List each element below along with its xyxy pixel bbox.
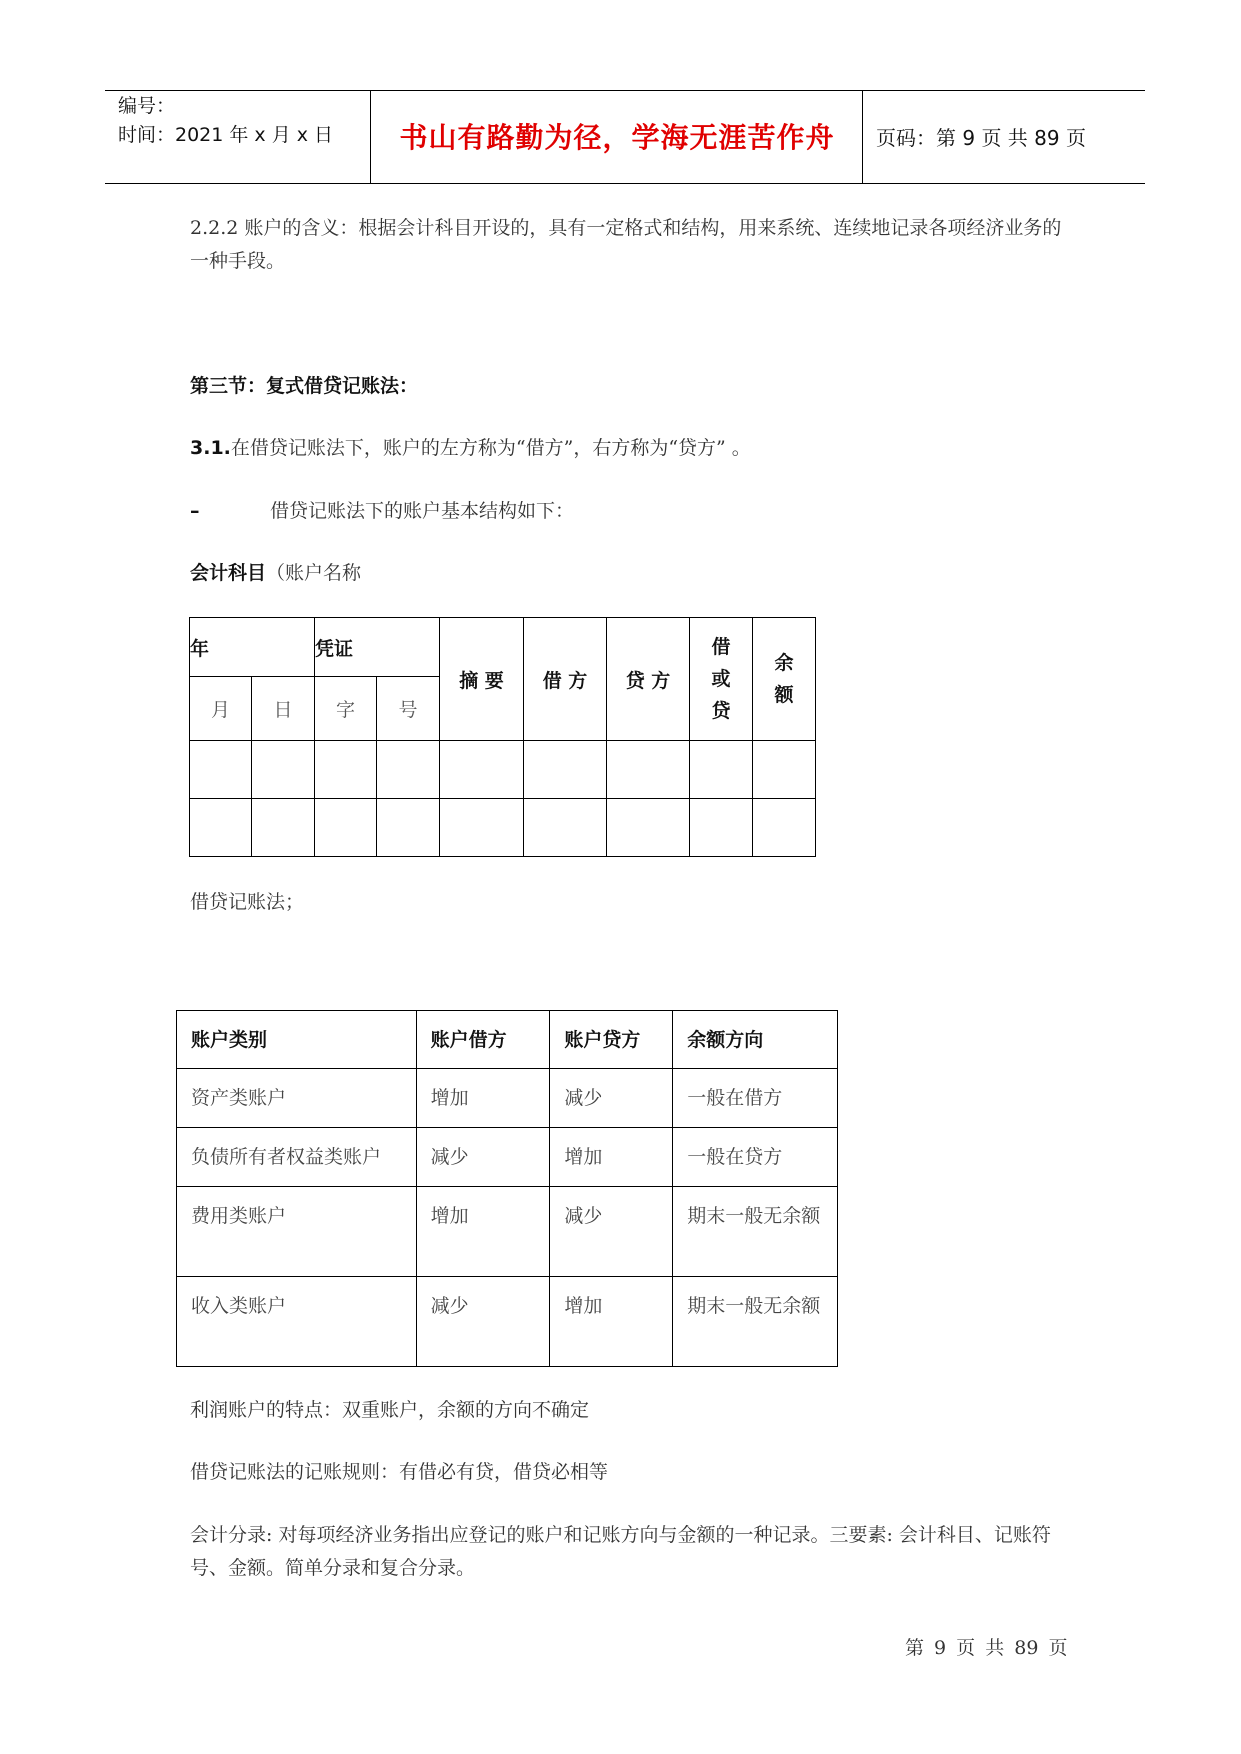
cell: 期末一般无余额 xyxy=(673,1277,838,1367)
cell: 一般在借方 xyxy=(673,1069,838,1128)
item-31-text: 在借贷记账法下，账户的左方称为“借方”，右方称为“贷方” 。 xyxy=(230,437,751,459)
section3-title: 第三节：复式借贷记账法： xyxy=(190,375,419,397)
header-top-rule xyxy=(105,90,1145,91)
cell: 减少 xyxy=(550,1069,673,1128)
cell xyxy=(190,799,252,857)
cell: 增加 xyxy=(550,1277,673,1367)
account-title-line xyxy=(190,557,1070,590)
cell: 增加 xyxy=(416,1187,550,1277)
cell xyxy=(440,741,524,799)
cell: 负债所有者权益类账户 xyxy=(177,1128,417,1187)
cell xyxy=(190,741,252,799)
cell xyxy=(377,799,440,857)
cell xyxy=(690,799,753,857)
serial-label: 编号： xyxy=(118,95,176,117)
section-222-text: 2.2.2 账户的含义：根据会计科目开设的，具有一定格式和结构，用来系统、连续地记录各项经济业务的一种手段。 xyxy=(190,217,1062,272)
cell xyxy=(524,799,607,857)
table-row xyxy=(177,1187,838,1277)
journal-entry-text: 会计分录: 对每项经济业务指出应登记的账户和记账方向与金额的一种记录。三要素: 会计科目、记账符号、金额。简单分录和复合分录。 xyxy=(190,1524,1051,1579)
header-divider-left xyxy=(370,90,371,184)
col-debit-or-credit: 借 或 贷 xyxy=(690,618,753,741)
header-credit-side: 账户贷方 xyxy=(550,1011,673,1069)
account-title-bold: 会计科目 xyxy=(190,562,267,584)
item-31 xyxy=(190,432,1070,465)
col-credit: 贷 方 xyxy=(607,618,690,741)
cell: 收入类账户 xyxy=(177,1277,417,1367)
cell: 增加 xyxy=(550,1128,673,1187)
table-row xyxy=(190,741,816,799)
dash-marker: – xyxy=(190,500,200,522)
cell: 期末一般无余额 xyxy=(673,1187,838,1277)
cell xyxy=(607,799,690,857)
account-title-rest: （账户名称 xyxy=(266,562,362,584)
account-structure-table xyxy=(189,617,816,857)
col-word: 字 xyxy=(315,677,377,741)
table-row xyxy=(177,1069,838,1128)
cell xyxy=(315,741,377,799)
page-footer: 第 9 页 共 89 页 xyxy=(905,1637,1068,1659)
dash-item xyxy=(190,495,1070,528)
account-types-table xyxy=(176,1010,838,1367)
cell: 减少 xyxy=(416,1277,550,1367)
col-balance: 余 额 xyxy=(753,618,816,741)
cell: 增加 xyxy=(416,1069,550,1128)
col-year: 年 xyxy=(190,618,315,677)
method-label: 借贷记账法； xyxy=(190,891,305,913)
cell xyxy=(252,799,315,857)
table-row xyxy=(177,1277,838,1367)
table-row xyxy=(190,799,816,857)
col-voucher: 凭证 xyxy=(315,618,440,677)
cell xyxy=(753,741,816,799)
header-bottom-rule xyxy=(105,183,1145,184)
table-row xyxy=(177,1128,838,1187)
item-31-number: 3.1. xyxy=(190,437,231,459)
col-day: 日 xyxy=(252,677,315,741)
header-motto: 书山有路勤为径，学海无涯苦作舟 xyxy=(399,121,835,154)
cell xyxy=(377,741,440,799)
header-divider-right xyxy=(862,90,863,184)
cell xyxy=(690,741,753,799)
col-number: 号 xyxy=(377,677,440,741)
col-summary: 摘 要 xyxy=(440,618,524,741)
cell: 费用类账户 xyxy=(177,1187,417,1277)
time-label: 时间：2021 年 x 月 x 日 xyxy=(118,124,334,146)
dash-item-text: 借贷记账法下的账户基本结构如下： xyxy=(270,500,575,522)
cell xyxy=(252,741,315,799)
header-debit-side: 账户借方 xyxy=(416,1011,550,1069)
header-account-type: 账户类别 xyxy=(177,1011,417,1069)
profit-account-text: 利润账户的特点：双重账户，余额的方向不确定 xyxy=(190,1399,590,1421)
cell xyxy=(524,741,607,799)
header-balance-direction: 余额方向 xyxy=(673,1011,838,1069)
cell xyxy=(440,799,524,857)
cell: 减少 xyxy=(416,1128,550,1187)
cell: 减少 xyxy=(550,1187,673,1277)
cell xyxy=(315,799,377,857)
cell: 一般在贷方 xyxy=(673,1128,838,1187)
col-debit: 借 方 xyxy=(524,618,607,741)
cell: 资产类账户 xyxy=(177,1069,417,1128)
header-meta xyxy=(118,92,333,150)
cell xyxy=(607,741,690,799)
bookkeeping-rule-text: 借贷记账法的记账规则：有借必有贷，借贷必相等 xyxy=(190,1461,609,1483)
cell xyxy=(753,799,816,857)
col-month: 月 xyxy=(190,677,252,741)
header-page-number: 页码：第 9 页 共 89 页 xyxy=(876,126,1086,150)
